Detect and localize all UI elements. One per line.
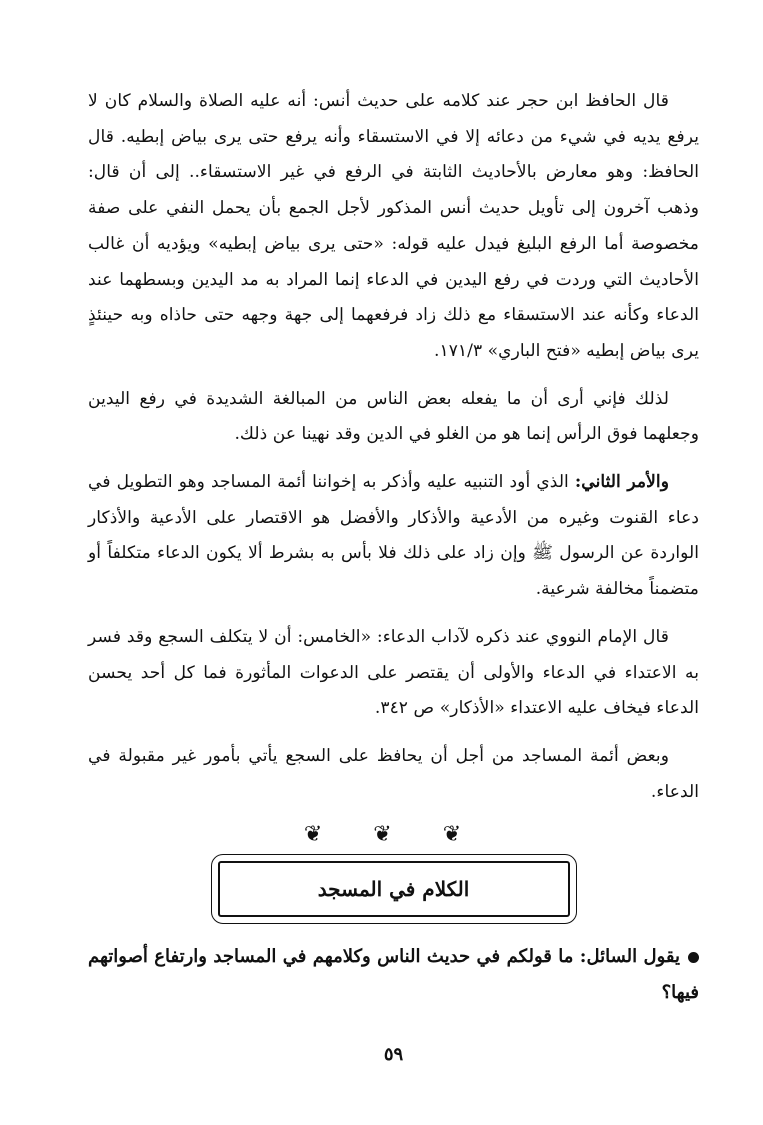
paragraph-3-lead: والأمر الثاني:	[574, 472, 669, 493]
section-title-box	[218, 861, 570, 917]
paragraph-4-text: قال الإمام النووي عند ذكره لآداب الدعاء: «الخامس: أن لا يتكلف السجع وقد فسر به الاعتداء في الدعاء والأولى أن يقتصر على الدعوات المأثورة فما كل أحد يحسن الدعاء فيخاف عليه الاعتداء «الأذكار» ص ٣٤٢.	[88, 626, 699, 719]
ornament-divider: ❦ ❦ ❦	[303, 822, 484, 848]
paragraph-1-text: قال الحافظ ابن حجر عند كلامه على حديث أنس: أنه عليه الصلاة والسلام كان لا يرفع يديه في شيء من دعائه إلا في الاستسقاء وأنه يرفع حتى يرى بياض إبطيه. قال الحافظ: وهو معارض بالأحاديث الثابتة في الرفع في غير الاستسقاء.. إلى أن قال: وذهب آخرون إلى تأويل حديث أنس المذكور لأجل الجمع بأن يحمل النفي على صفة مخصوصة أما الرفع البليغ فيدل عليه قوله: «حتى يرى بياض إبطيه» ويؤديه أن غالب الأحاديث التي وردت في رفع اليدين في الدعاء إنما المراد به مد اليدين وبسطهما عند الدعاء وكأنه عند الاستسقاء مع ذلك زاد فرفعهما إلى جهة وجهه حتى حاذاه وبه حينئذٍ يرى بياض إبطيه «فتح الباري» ١٧١/٣.	[88, 91, 699, 361]
section-title-frame	[88, 861, 699, 917]
bullet-icon	[688, 952, 699, 963]
paragraph-5	[88, 739, 699, 810]
section-title: الكلام في المسجد	[317, 877, 470, 902]
paragraph-4	[88, 620, 699, 727]
paragraph-3	[88, 465, 699, 608]
question-text: يقول السائل: ما قولكم في حديث الناس وكلامهم في المساجد وارتفاع أصواتهم فيها؟	[88, 946, 699, 1004]
paragraph-2-text: لذلك فإني أرى أن ما يفعله بعض الناس من المبالغة الشديدة في رفع اليدين وجعلهما فوق الرأس إنما هو من الغلو في الدين وقد نهينا عن ذلك.	[88, 388, 699, 445]
paragraph-1	[88, 84, 699, 370]
question-paragraph	[88, 939, 699, 1011]
paragraph-2	[88, 382, 699, 453]
paragraph-5-text: وبعض أئمة المساجد من أجل أن يحافظ على السجع يأتي بأمور غير مقبولة في الدعاء.	[88, 745, 699, 802]
page-number: ٥٩	[383, 1044, 404, 1065]
paragraph-3-text: الذي أود التنبيه عليه وأذكر به إخواننا أئمة المساجد وهو التطويل في دعاء القنوت وغيره من الأدعية والأذكار والأفضل هو الاقتصار على الأدعية والأذكار الواردة عن الرسول ﷺ وإن زاد على ذلك فلا بأس به بشرط ألا يكون الدعاء متكلفاً أو متضمناً مخالفة شرعية.	[88, 472, 699, 600]
page-body	[88, 84, 699, 1085]
